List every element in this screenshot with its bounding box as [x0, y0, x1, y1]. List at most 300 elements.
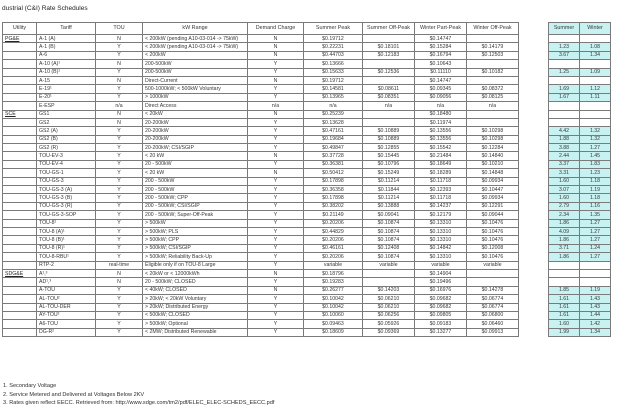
cell-tariff: E-19¹ [37, 85, 96, 93]
cell-winter-ratio [580, 102, 611, 110]
cell-winter-part-peak: $0.18480 [415, 110, 467, 118]
cell-kw-range: > 20kW; Distributed Energy [143, 303, 248, 311]
cell-tariff: A-10 (A)¹ [37, 60, 96, 68]
rate-row [3, 127, 519, 135]
cell-winter-part-peak: $0.13310 [415, 227, 467, 235]
rate-row [3, 76, 519, 84]
cell-winter-ratio [580, 118, 611, 126]
cell-summer-off-peak: $0.11844 [363, 186, 415, 194]
cell-summer-ratio: 1.61 [549, 311, 580, 319]
rate-row [3, 68, 519, 76]
cell-winter-part-peak: $0.09682 [415, 303, 467, 311]
cell-tou: Y [96, 186, 143, 194]
cell-winter-off-peak: variable [467, 261, 519, 269]
cell-utility [3, 177, 37, 185]
cell-demand-charge: N [248, 110, 304, 118]
cell-summer-off-peak: $0.10874 [363, 227, 415, 235]
cell-tariff: TOU-8 (B)¹ [37, 236, 96, 244]
cell-tariff: A-1 (A) [37, 35, 96, 43]
cell-winter-off-peak: $0.12284 [467, 144, 519, 152]
cell-tou: Y [96, 169, 143, 177]
cell-tariff: A6-TOU [37, 320, 96, 328]
cell-tou: Y [96, 219, 143, 227]
rate-row [3, 160, 519, 168]
cell-winter-off-peak: $0.14848 [467, 169, 519, 177]
cell-summer-ratio: 3.31 [549, 169, 580, 177]
rate-row [3, 244, 519, 252]
cell-summer-off-peak: $0.13888 [363, 202, 415, 210]
cell-summer-off-peak: n/a [363, 102, 415, 110]
ratio-row [549, 110, 611, 118]
cell-summer-off-peak: $0.10874 [363, 236, 415, 244]
cell-kw-range: Eligible only if on TOU-8 Large [143, 261, 248, 269]
cell-demand-charge: N [248, 269, 304, 277]
cell-winter-ratio: 1.43 [580, 295, 611, 303]
cell-summer-off-peak: $0.11214 [363, 177, 415, 185]
ratio-row [549, 118, 611, 126]
ratio-row [549, 68, 611, 76]
cell-tariff: TOU-8¹ [37, 219, 96, 227]
cell-demand-charge: Y [248, 194, 304, 202]
rate-row [3, 177, 519, 185]
header-winter-off-peak: Winter Off-Peak [467, 23, 519, 35]
footnote-1: 1. Secondary Voltage [3, 383, 57, 389]
cell-winter-part-peak: $0.13310 [415, 236, 467, 244]
header-summer-peak: Summer Peak [304, 23, 363, 35]
cell-winter-ratio: 1.27 [580, 236, 611, 244]
ratio-row [549, 269, 611, 277]
rate-row [3, 186, 519, 194]
cell-winter-off-peak: $0.06460 [467, 320, 519, 328]
cell-tariff: DG-R² [37, 328, 96, 336]
cell-winter-ratio [580, 261, 611, 269]
cell-summer-ratio [549, 102, 580, 110]
cell-utility [3, 85, 37, 93]
page-title: dustrial (C&I) Rate Schedules [2, 5, 88, 12]
cell-summer-peak: $0.36358 [304, 186, 363, 194]
cell-tariff: TOU-8 (A)¹ [37, 227, 96, 235]
cell-summer-off-peak: $0.10889 [363, 127, 415, 135]
ratio-row [549, 85, 611, 93]
cell-demand-charge: Y [248, 278, 304, 286]
cell-winter-ratio: 1.32 [580, 135, 611, 143]
rate-row [3, 93, 519, 101]
cell-summer-ratio: 3.67 [549, 51, 580, 59]
cell-utility [3, 118, 37, 126]
ratio-row [549, 219, 611, 227]
cell-summer-off-peak: $0.15445 [363, 152, 415, 160]
cell-kw-range: < 20kW [143, 110, 248, 118]
cell-winter-off-peak: $0.09913 [467, 328, 519, 336]
cell-summer-peak: $0.19283 [304, 278, 363, 286]
cell-tou: Y [96, 152, 143, 160]
cell-summer-ratio: 1.86 [549, 219, 580, 227]
rate-row [3, 320, 519, 328]
cell-kw-range: 500-1000kW; < 500kW Voluntary [143, 85, 248, 93]
cell-summer-peak: $0.37728 [304, 152, 363, 160]
cell-tou: Y [96, 286, 143, 294]
cell-summer-off-peak [363, 278, 415, 286]
cell-tou: Y [96, 303, 143, 311]
cell-kw-range: 200 - 500kW [143, 186, 248, 194]
cell-winter-ratio: 1.12 [580, 85, 611, 93]
utility-name: PG&E [5, 35, 20, 42]
cell-summer-off-peak: $0.12855 [363, 144, 415, 152]
cell-demand-charge: Y [248, 219, 304, 227]
cell-winter-part-peak: $0.09345 [415, 85, 467, 93]
cell-demand-charge: Y [248, 160, 304, 168]
cell-tou: Y [96, 127, 143, 135]
cell-summer-peak: $0.44703 [304, 51, 363, 59]
rate-row [3, 303, 519, 311]
ratio-row [549, 303, 611, 311]
cell-tariff: TOU-GS-1 [37, 169, 96, 177]
cell-utility [3, 202, 37, 210]
cell-winter-off-peak: $0.09934 [467, 194, 519, 202]
cell-winter-ratio: 1.27 [580, 219, 611, 227]
cell-demand-charge: N [248, 286, 304, 294]
ratio-row [549, 102, 611, 110]
cell-winter-part-peak: $0.13310 [415, 219, 467, 227]
cell-winter-off-peak: $0.14179 [467, 43, 519, 51]
cell-kw-range: < 200kW (pending A10-03-014 -> 75kW) [143, 43, 248, 51]
cell-summer-peak: $0.20206 [304, 253, 363, 261]
cell-winter-ratio: 1.83 [580, 160, 611, 168]
cell-tariff: A-1 (B) [37, 43, 96, 51]
header-summer-off-peak: Summer Off-Peak [363, 23, 415, 35]
cell-summer-ratio: 4.09 [549, 227, 580, 235]
cell-kw-range: < 500kW; CLOSED [143, 311, 248, 319]
cell-utility [3, 295, 37, 303]
cell-utility [3, 211, 37, 219]
cell-summer-off-peak: $0.05926 [363, 320, 415, 328]
cell-utility [3, 261, 37, 269]
ratio-row [549, 127, 611, 135]
cell-winter-ratio: 1.19 [580, 186, 611, 194]
cell-demand-charge: Y [248, 202, 304, 210]
cell-summer-ratio [549, 278, 580, 286]
cell-utility [3, 286, 37, 294]
cell-utility [3, 43, 37, 51]
cell-kw-range: 20-200kW [143, 127, 248, 135]
rate-row [3, 51, 519, 59]
cell-summer-peak: $0.13965 [304, 93, 363, 101]
rate-row [3, 35, 519, 43]
rate-row [3, 219, 519, 227]
cell-demand-charge: Y [248, 253, 304, 261]
cell-utility [3, 219, 37, 227]
cell-winter-off-peak: $0.12291 [467, 202, 519, 210]
cell-summer-ratio: 1.61 [549, 303, 580, 311]
cell-tou: Y [96, 160, 143, 168]
cell-summer-ratio: 1.67 [549, 93, 580, 101]
cell-winter-ratio: 1.43 [580, 303, 611, 311]
ratio-header-summer: Summer [549, 23, 580, 35]
cell-summer-off-peak: variable [363, 261, 415, 269]
cell-utility [3, 253, 37, 261]
cell-kw-range: < 2MW; Distributed Renewable [143, 328, 248, 336]
header-demand-charge: Demand Charge [248, 23, 304, 35]
rate-row [3, 311, 519, 319]
cell-kw-range: < 40kW; CLOSED [143, 286, 248, 294]
rate-row [3, 286, 519, 294]
header-tou: TOU [96, 23, 143, 35]
cell-summer-peak: $0.19712 [304, 76, 363, 84]
cell-summer-ratio [549, 261, 580, 269]
cell-summer-peak: $0.20206 [304, 219, 363, 227]
cell-demand-charge: N [248, 169, 304, 177]
cell-winter-part-peak: $0.13277 [415, 328, 467, 336]
cell-tariff: GS2 (B) [37, 135, 96, 143]
cell-demand-charge: Y [248, 320, 304, 328]
footnote-3: 3. Rates given reflect EECC. Retrieved from: http://www.sdge.com/tm2/pdf/ELEC_ELEC-SCHEDS_EECC.pdf [3, 400, 275, 407]
cell-kw-range: > 500kW; Reliability Back-Up [143, 253, 248, 261]
cell-tariff: A¹,³ [37, 269, 96, 277]
ratio-row [549, 253, 611, 261]
cell-winter-part-peak: $0.09183 [415, 320, 467, 328]
ratio-row [549, 152, 611, 160]
cell-summer-peak: $0.38202 [304, 202, 363, 210]
cell-winter-off-peak [467, 269, 519, 277]
cell-demand-charge: N [248, 51, 304, 59]
cell-winter-part-peak: $0.12393 [415, 186, 467, 194]
cell-summer-ratio [549, 76, 580, 84]
cell-kw-range: > 1000kW [143, 93, 248, 101]
cell-utility [3, 303, 37, 311]
cell-utility [3, 311, 37, 319]
cell-winter-ratio [580, 35, 611, 43]
ratio-row [549, 76, 611, 84]
rate-row [3, 85, 519, 93]
ratio-row [549, 227, 611, 235]
header-kw-range: kW Range [143, 23, 248, 35]
rate-row [3, 202, 519, 210]
cell-kw-range: 20-200kW [143, 135, 248, 143]
cell-tariff: AY-TOU² [37, 311, 96, 319]
rate-row [3, 43, 519, 51]
ratio-header-winter: Winter [580, 23, 611, 35]
cell-utility [3, 278, 37, 286]
cell-kw-range: < 20 kW [143, 152, 248, 160]
cell-summer-off-peak: $0.06210 [363, 295, 415, 303]
cell-summer-off-peak: $0.12183 [363, 51, 415, 59]
cell-summer-ratio: 3.37 [549, 160, 580, 168]
cell-summer-peak: $0.50412 [304, 169, 363, 177]
cell-winter-ratio: 1.19 [580, 286, 611, 294]
ratio-row [549, 135, 611, 143]
ratio-row [549, 160, 611, 168]
cell-summer-peak: $0.49847 [304, 144, 363, 152]
cell-utility [3, 269, 37, 277]
cell-summer-off-peak: $0.09369 [363, 328, 415, 336]
cell-summer-off-peak: $0.10889 [363, 135, 415, 143]
ratio-row [549, 169, 611, 177]
cell-demand-charge: N [248, 152, 304, 160]
cell-tariff: TOU-GS-3 (A) [37, 186, 96, 194]
cell-tou: Y [96, 320, 143, 328]
cell-summer-peak: $0.17898 [304, 194, 363, 202]
cell-summer-off-peak [363, 118, 415, 126]
cell-summer-off-peak: $0.12536 [363, 68, 415, 76]
cell-utility [3, 144, 37, 152]
cell-winter-ratio: 1.42 [580, 320, 611, 328]
cell-summer-off-peak: $0.18101 [363, 43, 415, 51]
cell-summer-ratio: 3.71 [549, 244, 580, 252]
cell-summer-ratio: 4.42 [549, 127, 580, 135]
cell-summer-ratio: 1.23 [549, 43, 580, 51]
cell-summer-off-peak: $0.09041 [363, 211, 415, 219]
cell-kw-range: Direct Access [143, 102, 248, 110]
cell-winter-off-peak [467, 76, 519, 84]
cell-utility [3, 186, 37, 194]
cell-winter-part-peak: $0.13310 [415, 253, 467, 261]
cell-summer-ratio: 1.60 [549, 194, 580, 202]
cell-tariff: E-20¹ [37, 93, 96, 101]
cell-winter-off-peak: $0.06774 [467, 303, 519, 311]
cell-tariff: GS2 [37, 118, 96, 126]
cell-winter-off-peak: $0.10476 [467, 236, 519, 244]
cell-kw-range: 200 - 500kW [143, 177, 248, 185]
cell-tou: Y [96, 295, 143, 303]
cell-utility [3, 169, 37, 177]
cell-winter-ratio: 1.27 [580, 253, 611, 261]
cell-winter-part-peak: $0.19496 [415, 278, 467, 286]
cell-summer-ratio: 1.69 [549, 85, 580, 93]
ratio-row [549, 60, 611, 68]
cell-demand-charge: Y [248, 127, 304, 135]
cell-winter-off-peak: $0.08125 [467, 93, 519, 101]
cell-summer-ratio: 2.34 [549, 211, 580, 219]
cell-utility [3, 35, 37, 43]
footnote-2: 2. Service Metered and Delivered at Voltages Below 2KV [3, 391, 145, 398]
cell-tou: Y [96, 311, 143, 319]
cell-winter-ratio: 1.34 [580, 51, 611, 59]
cell-tou: Y [96, 211, 143, 219]
ratio-header-row [549, 23, 611, 35]
cell-winter-off-peak: $0.06800 [467, 311, 519, 319]
cell-winter-ratio: 1.16 [580, 202, 611, 210]
cell-kw-range: 200 - 500kW; Super-Off-Peak [143, 211, 248, 219]
cell-winter-ratio: 1.18 [580, 194, 611, 202]
cell-tou: N [96, 110, 143, 118]
cell-utility [3, 135, 37, 143]
cell-tariff: AD¹,³ [37, 278, 96, 286]
cell-winter-off-peak: $0.10476 [467, 253, 519, 261]
cell-summer-peak: $0.13628 [304, 118, 363, 126]
cell-summer-peak: $0.15633 [304, 68, 363, 76]
cell-winter-off-peak: $0.06774 [467, 295, 519, 303]
cell-summer-peak: $0.26277 [304, 286, 363, 294]
cell-summer-ratio: 1.85 [549, 286, 580, 294]
cell-tou: Y [96, 177, 143, 185]
cell-summer-peak: $0.46161 [304, 244, 363, 252]
cell-tariff: GS2 (R) [37, 144, 96, 152]
rate-row [3, 253, 519, 261]
cell-demand-charge: Y [248, 236, 304, 244]
cell-tou: N [96, 76, 143, 84]
cell-summer-off-peak [363, 110, 415, 118]
cell-winter-part-peak: $0.18289 [415, 169, 467, 177]
cell-winter-off-peak: $0.09934 [467, 177, 519, 185]
cell-kw-range: > 500kW; CSI/SGIP [143, 244, 248, 252]
cell-demand-charge: Y [248, 303, 304, 311]
cell-winter-off-peak: $0.10298 [467, 135, 519, 143]
rate-row [3, 169, 519, 177]
cell-winter-ratio [580, 278, 611, 286]
cell-tariff: RTP-2 [37, 261, 96, 269]
cell-tou: N [96, 35, 143, 43]
cell-winter-off-peak [467, 60, 519, 68]
cell-summer-off-peak: $0.14203 [363, 286, 415, 294]
rate-row [3, 144, 519, 152]
cell-winter-off-peak: $0.10182 [467, 68, 519, 76]
cell-winter-ratio: 1.35 [580, 211, 611, 219]
cell-tou: N [96, 269, 143, 277]
cell-summer-peak: $0.17898 [304, 177, 363, 185]
cell-tou: Y [96, 85, 143, 93]
cell-utility [3, 152, 37, 160]
cell-summer-ratio [549, 110, 580, 118]
cell-winter-ratio: 1.27 [580, 227, 611, 235]
cell-summer-off-peak: $0.10874 [363, 219, 415, 227]
cell-kw-range: Direct-Current [143, 76, 248, 84]
cell-utility [3, 93, 37, 101]
cell-demand-charge: Y [248, 68, 304, 76]
cell-summer-ratio: 3.88 [549, 144, 580, 152]
cell-tariff: TOU-GS-3-SOP [37, 211, 96, 219]
cell-winter-part-peak: $0.13556 [415, 135, 467, 143]
cell-summer-ratio: 2.44 [549, 152, 580, 160]
cell-summer-ratio: 2.79 [549, 202, 580, 210]
cell-demand-charge: Y [248, 85, 304, 93]
cell-summer-peak: $0.10042 [304, 295, 363, 303]
cell-summer-peak: $0.25239 [304, 110, 363, 118]
cell-summer-peak: $0.13666 [304, 60, 363, 68]
cell-utility [3, 328, 37, 336]
cell-kw-range: 200-500kW [143, 60, 248, 68]
cell-tou: Y [96, 236, 143, 244]
cell-summer-ratio: 1.60 [549, 177, 580, 185]
summer-winter-ratio-table [548, 22, 611, 337]
rate-row [3, 152, 519, 160]
cell-demand-charge: Y [248, 311, 304, 319]
ratio-row [549, 211, 611, 219]
rate-row [3, 278, 519, 286]
cell-winter-part-peak: $0.14237 [415, 202, 467, 210]
cell-winter-off-peak: $0.10210 [467, 160, 519, 168]
cell-tou: Y [96, 244, 143, 252]
cell-tou: Y [96, 135, 143, 143]
cell-tariff: A-15 [37, 76, 96, 84]
cell-demand-charge: Y [248, 186, 304, 194]
ratio-row [549, 51, 611, 59]
cell-tariff: TOU-8 (R)¹ [37, 244, 96, 252]
cell-tariff: TOU-GS-3 [37, 177, 96, 185]
cell-summer-ratio [549, 35, 580, 43]
ratio-row [549, 328, 611, 336]
cell-winter-part-peak: $0.16976 [415, 286, 467, 294]
cell-winter-part-peak: $0.12179 [415, 211, 467, 219]
cell-tou: Y [96, 328, 143, 336]
cell-tariff: A-10 (B)¹ [37, 68, 96, 76]
cell-tou: Y [96, 43, 143, 51]
rate-row [3, 194, 519, 202]
header-row [3, 23, 519, 35]
cell-kw-range: > 20kW; < 20kW Voluntary [143, 295, 248, 303]
ratio-row [549, 244, 611, 252]
rate-row [3, 261, 519, 269]
cell-demand-charge: Y [248, 244, 304, 252]
